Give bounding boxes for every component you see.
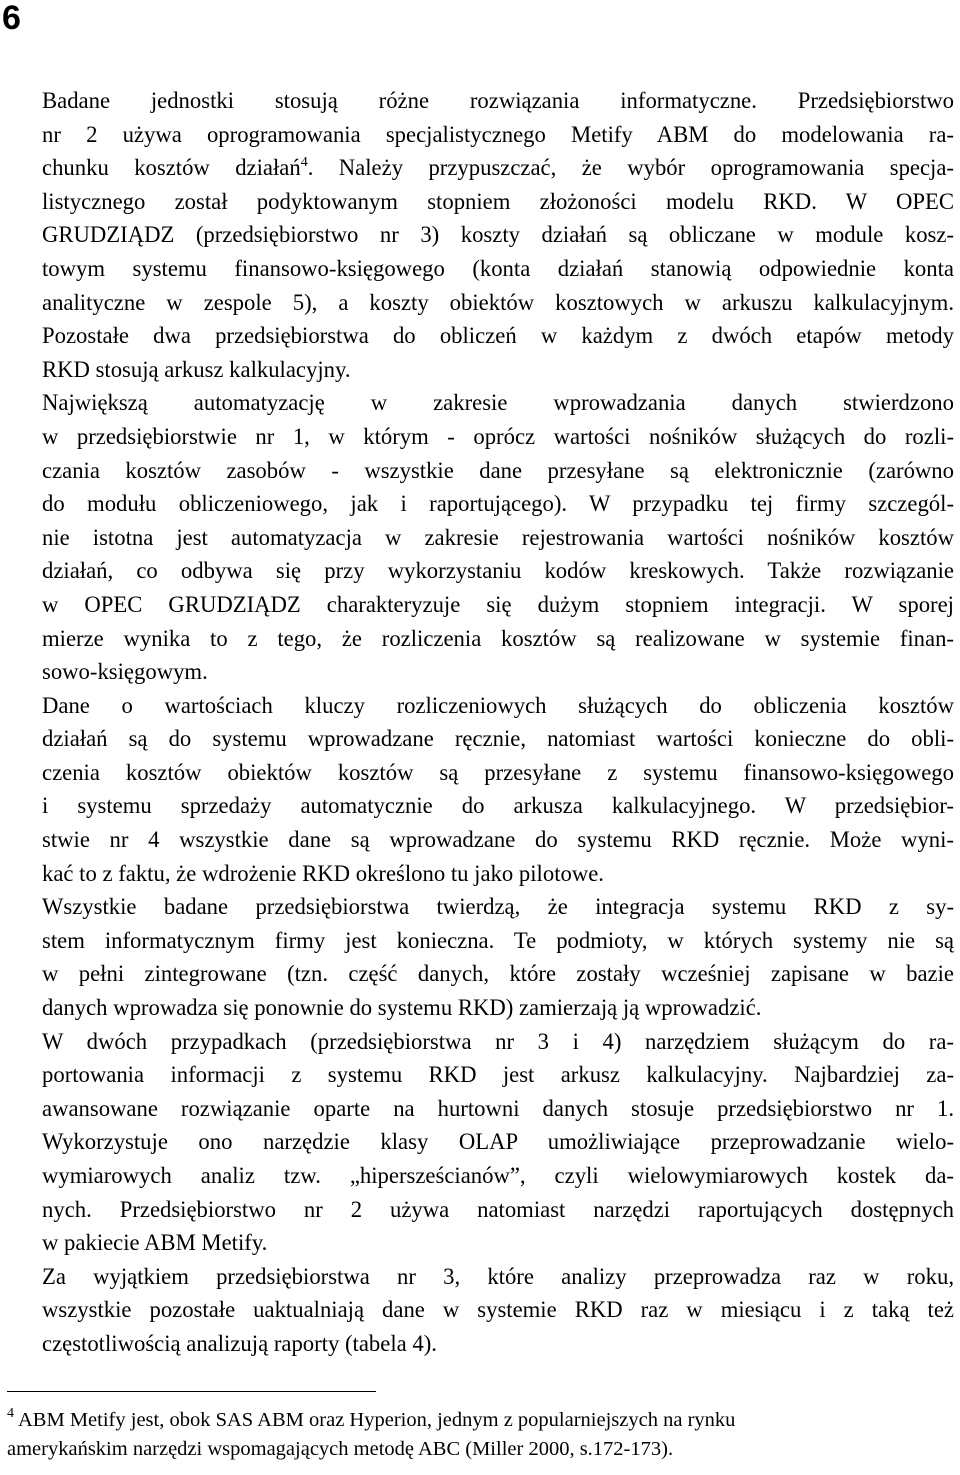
- text-line: danych wprowadza się ponownie do systemu RKD) zamierzają ją wprowadzić.: [42, 995, 762, 1021]
- text-line: wszystkie pozostałe uaktualniają dane w systemie RKD raz w miesiącu i z taką też: [42, 1297, 954, 1323]
- text-line: czania kosztów zasobów - wszystkie dane przesyłane są elektronicznie (zarówno: [42, 457, 954, 483]
- text-line: Największą automatyzację w zakresie wprowadzania danych stwierdzono: [42, 390, 954, 416]
- text-line: [7, 151, 954, 185]
- text-line: awansowane rozwiązanie oparte na hurtowni danych stosuje przedsiębiorstwo nr 1.: [42, 1095, 954, 1121]
- text-line: towym systemu finansowo-księgowego (konta działań stanowią odpowiednie konta: [42, 255, 954, 281]
- text-line: listycznego został podyktowanym stopniem złożoności modelu RKD. W OPEC: [42, 188, 954, 214]
- paragraph-1: [7, 84, 954, 386]
- paragraph-4: [7, 890, 954, 1024]
- paragraph-5: [7, 1025, 954, 1260]
- text-line: sowo-księgowym.: [42, 659, 208, 685]
- text-line: Badane jednostki stosują różne rozwiązania informatyczne. Przedsiębiorstwo: [42, 88, 954, 113]
- text-line: działań, co odbywa się przy wykorzystaniu kodów kreskowych. Także rozwiązanie: [42, 558, 954, 584]
- text-line: wymiarowych analiz tzw. „hipersześcianów”, czyli wielowymiarowych kostek da-: [42, 1163, 954, 1188]
- body-text: [7, 84, 954, 1361]
- footnote-reference[interactable]: 4: [300, 155, 308, 171]
- text-line: portowania informacji z systemu RKD jest arkusz kalkulacyjny. Najbardziej za-: [42, 1062, 954, 1088]
- text-line: nych. Przedsiębiorstwo nr 2 używa natomiast narzędzi raportujących dostępnych: [42, 1196, 954, 1222]
- text-line: do modułu obliczeniowego, jak i raportującego). W przypadku tej firmy szczegól-: [42, 491, 954, 517]
- text-line: W dwóch przypadkach (przedsiębiorstwa nr 3 i 4) narzędziem służącym do ra-: [42, 1028, 954, 1054]
- footnote-line: amerykańskim narzędzi wspomagających metodę ABC (Miller 2000, s.172-173).: [7, 1438, 674, 1460]
- text-line: analityczne w zespole 5), a koszty obiektów kosztowych w arkuszu kalkulacyjnym.: [42, 289, 954, 315]
- text-line: Dane o wartościach kluczy rozliczeniowych służących do obliczenia kosztów: [42, 692, 954, 718]
- footnote-text: ABM Metify jest, obok SAS ABM oraz Hyperion, jednym z popularniejszych na rynku: [14, 1409, 736, 1431]
- paragraph-6: [7, 1260, 954, 1361]
- footnote-line: [7, 1406, 954, 1435]
- text-line: stwie nr 4 wszystkie dane są wprowadzane do systemu RKD ręcznie. Może wyni-: [42, 827, 954, 853]
- text-line: Pozostałe dwa przedsiębiorstwa do obliczeń w każdym z dwóch etapów metody: [42, 323, 954, 349]
- footnote-marker: 4: [7, 1406, 14, 1421]
- text-line: Wszystkie badane przedsiębiorstwa twierdzą, że integracja systemu RKD z sy-: [42, 894, 954, 920]
- text-line: RKD stosują arkusz kalkulacyjny.: [42, 356, 351, 382]
- text-line: czenia kosztów obiektów kosztów są przesyłane z systemu finansowo-księgowego: [42, 759, 954, 785]
- text-line: Za wyjątkiem przedsiębiorstwa nr 3, które analizy przeprowadza raz w roku,: [42, 1263, 954, 1289]
- footnote: [7, 1406, 954, 1464]
- text-line: nie istotna jest automatyzacja w zakresie rejestrowania wartości nośników kosztów: [42, 524, 954, 550]
- text-fragment: . Należy przypuszczać, że wybór oprogramowania specja-: [307, 155, 954, 181]
- text-line: w pełni zintegrowane (tzn. część danych, które zostały wcześniej zapisane w bazie: [42, 961, 954, 987]
- text-line: mierze wynika to z tego, że rozliczenia kosztów są realizowane w systemie finan-: [42, 625, 954, 651]
- text-line: stem informatycznym firmy jest konieczna. Te podmioty, w których systemy nie są: [42, 927, 954, 953]
- text-line: w pakiecie ABM Metify.: [42, 1230, 268, 1256]
- text-fragment: chunku kosztów działań: [42, 155, 301, 181]
- page-number: 6: [2, 0, 21, 37]
- text-line: w przedsiębiorstwie nr 1, w którym - oprócz wartości nośników służących do rozli-: [42, 423, 954, 449]
- text-line: kać to z faktu, że wdrożenie RKD określono tu jako pilotowe.: [42, 860, 604, 886]
- text-line: w OPEC GRUDZIĄDZ charakteryzuje się dużym stopniem integracji. W sporej: [42, 591, 954, 617]
- footnote-separator: [7, 1391, 376, 1392]
- paragraph-2: [7, 386, 954, 688]
- text-line: GRUDZIĄDZ (przedsiębiorstwo nr 3) koszty działań są obliczane w module kosz-: [42, 222, 954, 248]
- text-line: Wykorzystuje ono narzędzie klasy OLAP umożliwiające przeprowadzanie wielo-: [42, 1129, 954, 1155]
- text-line: częstotliwością analizują raporty (tabela 4).: [42, 1330, 437, 1356]
- text-line: i systemu sprzedaży automatycznie do arkusza kalkulacyjnego. W przedsiębior-: [42, 793, 954, 819]
- paragraph-3: [7, 689, 954, 891]
- text-line: działań są do systemu wprowadzane ręcznie, natomiast wartości konieczne do obli-: [42, 726, 954, 752]
- text-line: nr 2 używa oprogramowania specjalistycznego Metify ABM do modelowania ra-: [42, 121, 954, 147]
